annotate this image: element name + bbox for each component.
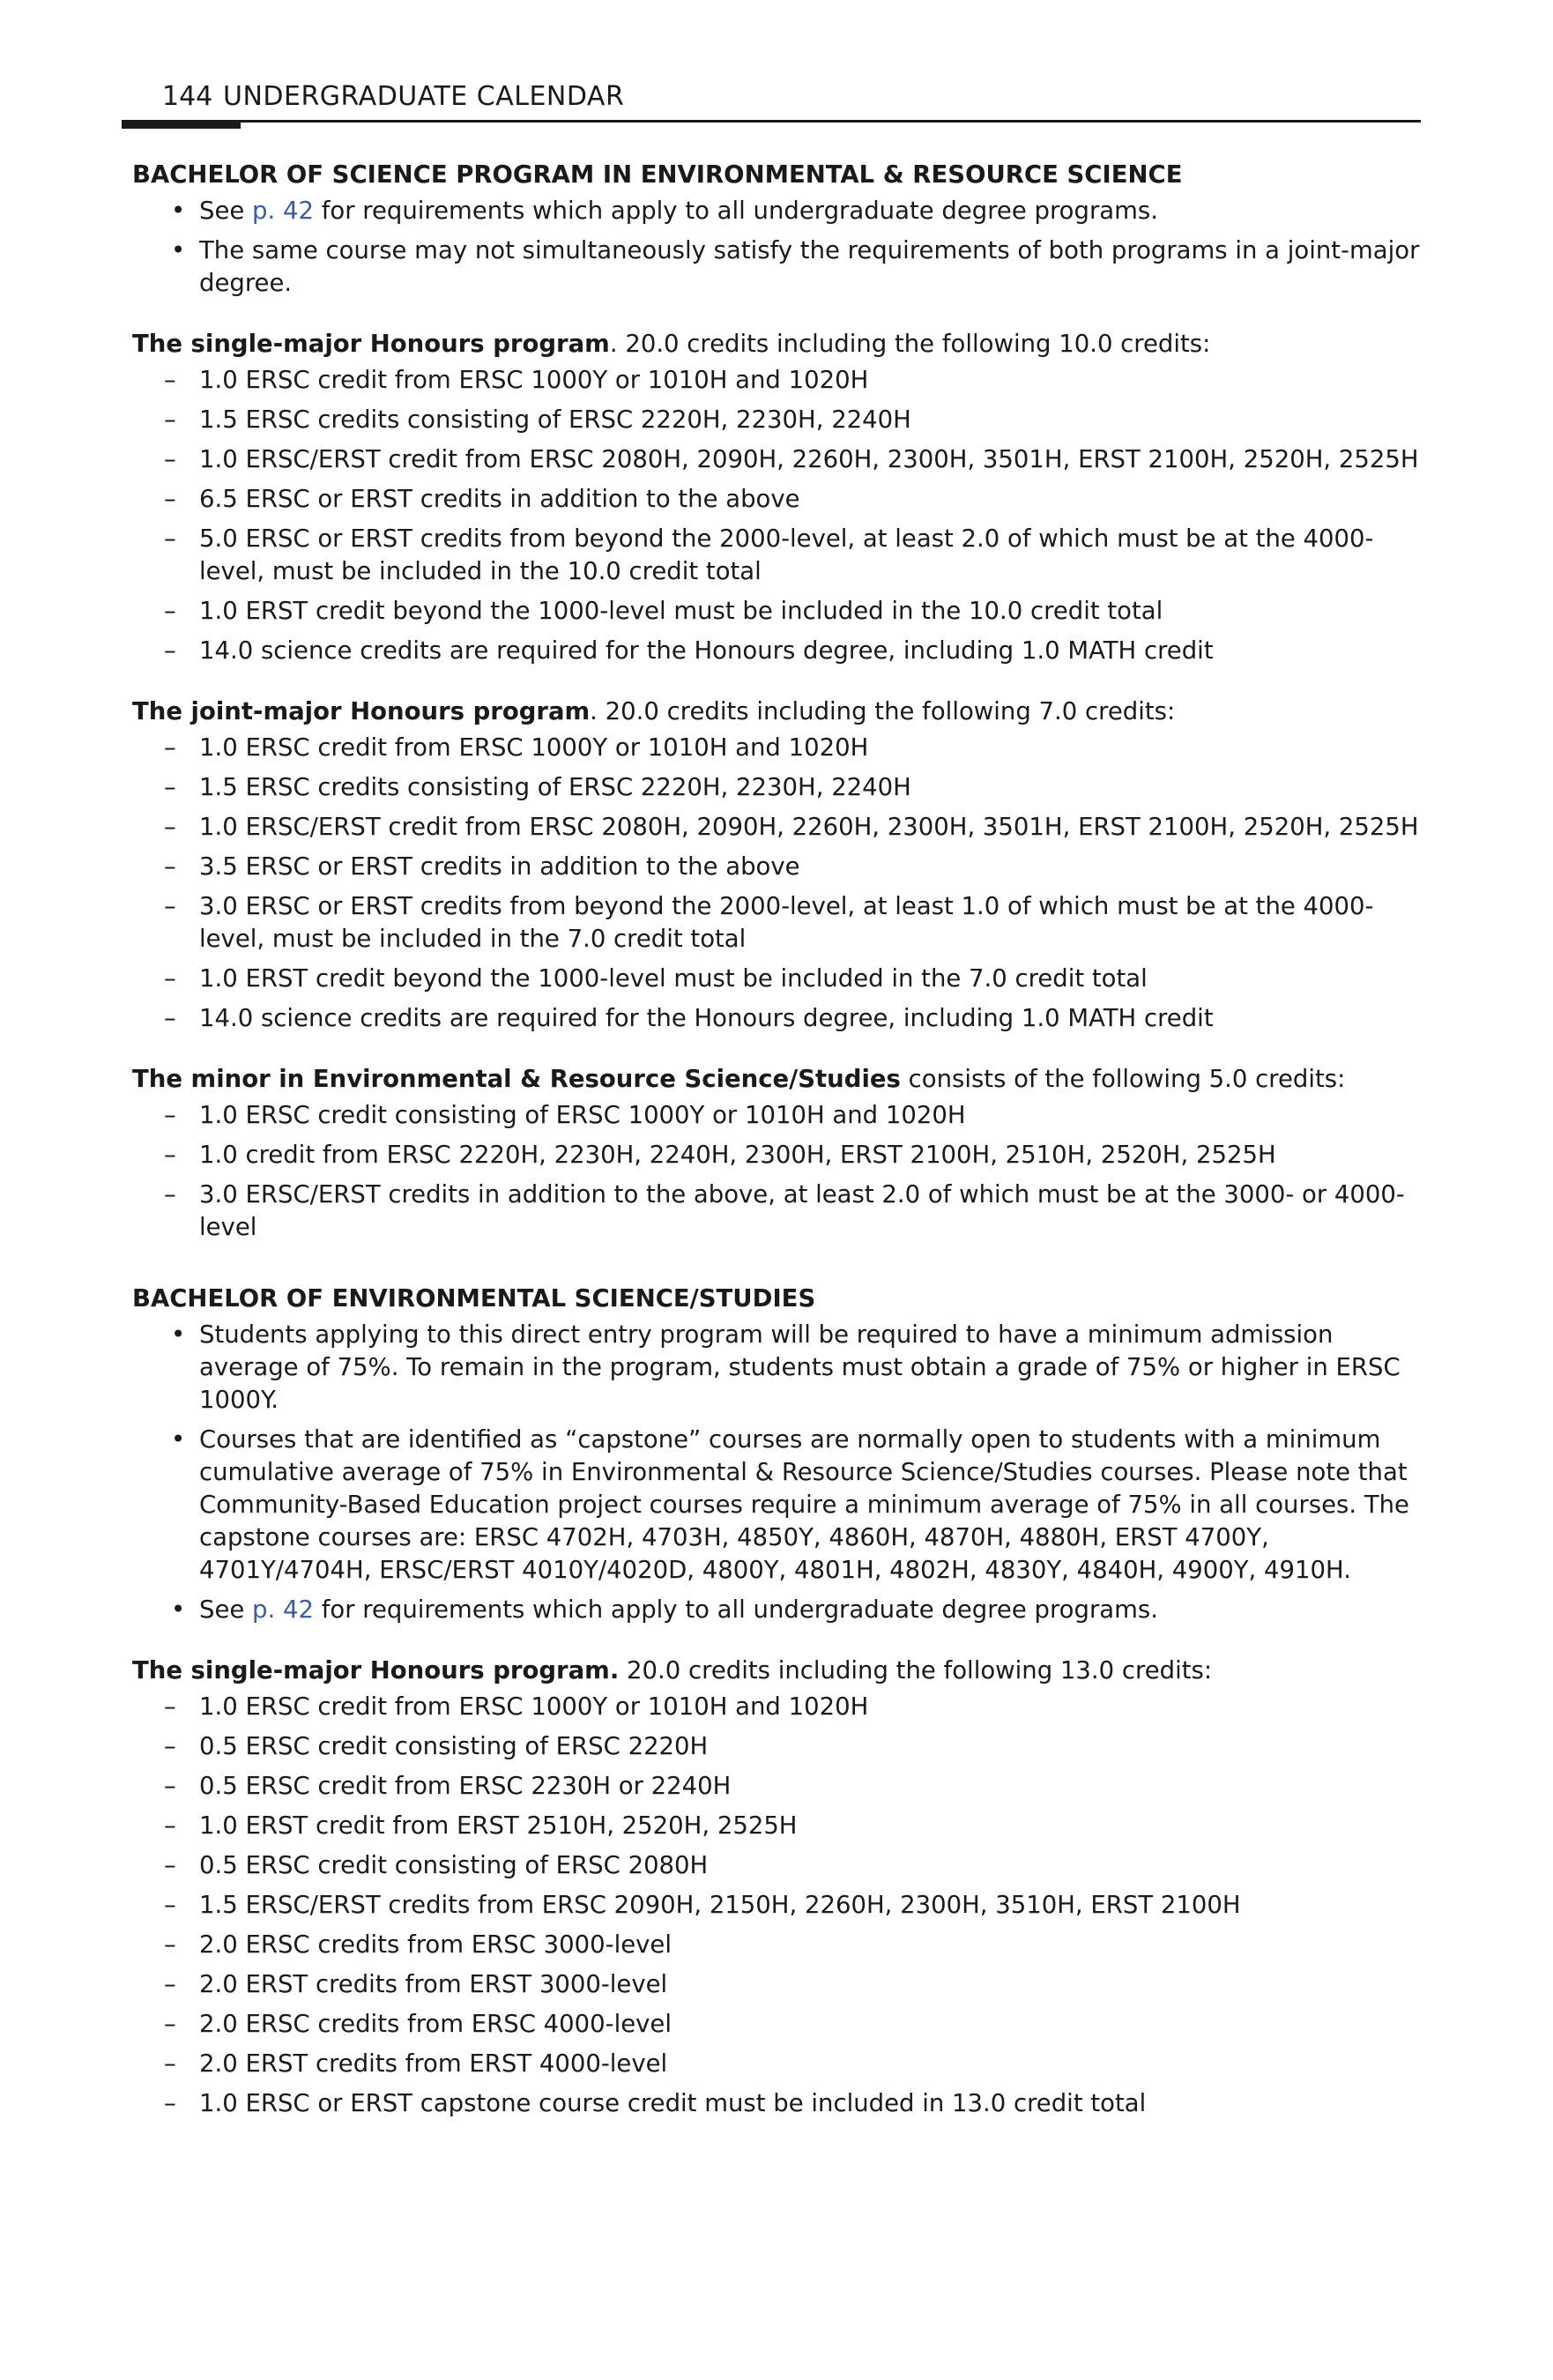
list-item: – 2.0 ERST credits from ERST 4000-level xyxy=(132,2048,1421,2080)
single-major-program-intro xyxy=(132,1655,1421,1687)
program-name: The minor in Environmental & Resource Science/Studies xyxy=(132,1065,901,1093)
list-item: – 14.0 science credits are required for the Honours degree, including 1.0 MATH credit xyxy=(132,1002,1421,1035)
single-major-program-intro xyxy=(132,328,1421,361)
list-item: – 1.5 ERSC credits consisting of ERSC 2220H, 2230H, 2240H xyxy=(132,771,1421,804)
minor-requirements xyxy=(132,1099,1421,1244)
program-name: The joint-major Honours program xyxy=(132,697,591,725)
list-item: – 1.0 ERSC/ERST credit from ERSC 2080H, 2090H, 2260H, 2300H, 3501H, ERST 2100H, 2520H, 2525H xyxy=(132,443,1421,476)
list-item xyxy=(132,1594,1421,1626)
section-title-env-studies: BACHELOR OF ENVIRONMENTAL SCIENCE/STUDIES xyxy=(132,1284,816,1313)
see-suffix: for requirements which apply to all undergraduate degree programs. xyxy=(321,197,1158,225)
header-rule-accent xyxy=(122,120,241,129)
page-content xyxy=(132,159,1421,2127)
see-prefix: See xyxy=(199,1595,245,1624)
program-name: The single-major Honours program. xyxy=(132,1656,620,1685)
list-item: • Students applying to this direct entry program will be required to have a minimum admission average of 75%. To remain in the program, students must obtain a grade of 75% or higher in ERSC 1000Y. xyxy=(132,1319,1421,1417)
program-credits: . 20.0 credits including the following 7.0 credits: xyxy=(590,697,1176,725)
list-item: – 6.5 ERSC or ERST credits in addition to the above xyxy=(132,483,1421,516)
program-credits: . 20.0 credits including the following 10.0 credits: xyxy=(609,330,1211,358)
list-item: – 3.5 ERSC or ERST credits in addition to the above xyxy=(132,851,1421,883)
page-42-link[interactable]: p. 42 xyxy=(252,1595,314,1624)
list-item: • Courses that are identified as “capstone” courses are normally open to students with a minimum cumulative average of 75% in Environmental & Resource Science/Studies courses. Please note that Community-Based Education project courses require a minimum average of 75% in all courses. The capstone courses are: ERSC 4702H, 4703H, 4850Y, 4860H, 4870H, 4880H, ERST 4700Y, 4701Y/4704H, ERSC/ERST 4010Y/4020D, 4800Y, 4801H, 4802H, 4830Y, 4840H, 4900Y, 4910H. xyxy=(132,1424,1421,1587)
list-item: • The same course may not simultaneously satisfy the requirements of both programs in a joint-major degree. xyxy=(132,234,1421,300)
single-major-requirements xyxy=(132,1691,1421,2120)
list-item: – 2.0 ERSC credits from ERSC 3000-level xyxy=(132,1929,1421,1961)
list-item xyxy=(132,195,1421,227)
list-item: – 1.0 ERSC credit from ERSC 1000Y or 1010H and 1020H xyxy=(132,1691,1421,1723)
list-item: – 1.0 ERST credit from ERST 2510H, 2520H, 2525H xyxy=(132,1810,1421,1842)
list-item: – 1.0 ERSC/ERST credit from ERSC 2080H, 2090H, 2260H, 2300H, 3501H, ERST 2100H, 2520H, 2525H xyxy=(132,811,1421,844)
program-credits: consists of the following 5.0 credits: xyxy=(900,1065,1346,1093)
list-item: – 1.0 ERSC credit from ERSC 1000Y or 1010H and 1020H xyxy=(132,732,1421,764)
list-item: – 1.0 ERSC credit consisting of ERSC 1000Y or 1010H and 1020H xyxy=(132,1099,1421,1132)
running-title: UNDERGRADUATE CALENDAR xyxy=(223,81,625,112)
joint-major-requirements xyxy=(132,732,1421,1035)
program-name: The single-major Honours program xyxy=(132,330,610,358)
list-item: – 0.5 ERSC credit from ERSC 2230H or 2240H xyxy=(132,1770,1421,1803)
see-prefix: See xyxy=(199,197,245,225)
header-row xyxy=(122,81,1421,120)
list-item: – 5.0 ERSC or ERST credits from beyond the 2000-level, at least 2.0 of which must be at the 4000-level, must be included in the 10.0 credit total xyxy=(132,523,1421,588)
header-rule xyxy=(122,120,1421,123)
section1-notes xyxy=(132,195,1421,300)
page-number: 144 xyxy=(162,81,213,112)
list-item: – 1.5 ERSC/ERST credits from ERSC 2090H, 2150H, 2260H, 2300H, 3510H, ERST 2100H xyxy=(132,1889,1421,1922)
list-item: – 1.5 ERSC credits consisting of ERSC 2220H, 2230H, 2240H xyxy=(132,404,1421,436)
page-42-link[interactable]: p. 42 xyxy=(252,197,314,225)
single-major-requirements xyxy=(132,364,1421,667)
program-credits: 20.0 credits including the following 13.0 credits: xyxy=(619,1656,1213,1685)
list-item: – 3.0 ERSC/ERST credits in addition to the above, at least 2.0 of which must be at the 3000- or 4000-level xyxy=(132,1179,1421,1244)
list-item: – 1.0 ERST credit beyond the 1000-level must be included in the 7.0 credit total xyxy=(132,963,1421,995)
joint-major-program-intro xyxy=(132,695,1421,728)
list-item: – 1.0 credit from ERSC 2220H, 2230H, 2240H, 2300H, ERST 2100H, 2510H, 2520H, 2525H xyxy=(132,1139,1421,1171)
list-item: – 0.5 ERSC credit consisting of ERSC 2220H xyxy=(132,1730,1421,1763)
list-item: – 0.5 ERSC credit consisting of ERSC 2080H xyxy=(132,1849,1421,1882)
see-suffix: for requirements which apply to all undergraduate degree programs. xyxy=(321,1595,1158,1624)
page-header xyxy=(122,81,1421,127)
section2-notes xyxy=(132,1319,1421,1626)
section-title-ers-bsc: BACHELOR OF SCIENCE PROGRAM IN ENVIRONMENTAL & RESOURCE SCIENCE xyxy=(132,160,1183,189)
list-item: – 3.0 ERSC or ERST credits from beyond the 2000-level, at least 1.0 of which must be at the 4000-level, must be included in the 7.0 credit total xyxy=(132,890,1421,956)
minor-program-intro xyxy=(132,1063,1421,1096)
list-item: – 1.0 ERSC credit from ERSC 1000Y or 1010H and 1020H xyxy=(132,364,1421,397)
list-item: – 2.0 ERSC credits from ERSC 4000-level xyxy=(132,2008,1421,2041)
list-item: – 14.0 science credits are required for the Honours degree, including 1.0 MATH credit xyxy=(132,635,1421,667)
list-item: – 1.0 ERSC or ERST capstone course credit must be included in 13.0 credit total xyxy=(132,2087,1421,2120)
list-item: – 1.0 ERST credit beyond the 1000-level must be included in the 10.0 credit total xyxy=(132,595,1421,628)
list-item: – 2.0 ERST credits from ERST 3000-level xyxy=(132,1968,1421,2001)
